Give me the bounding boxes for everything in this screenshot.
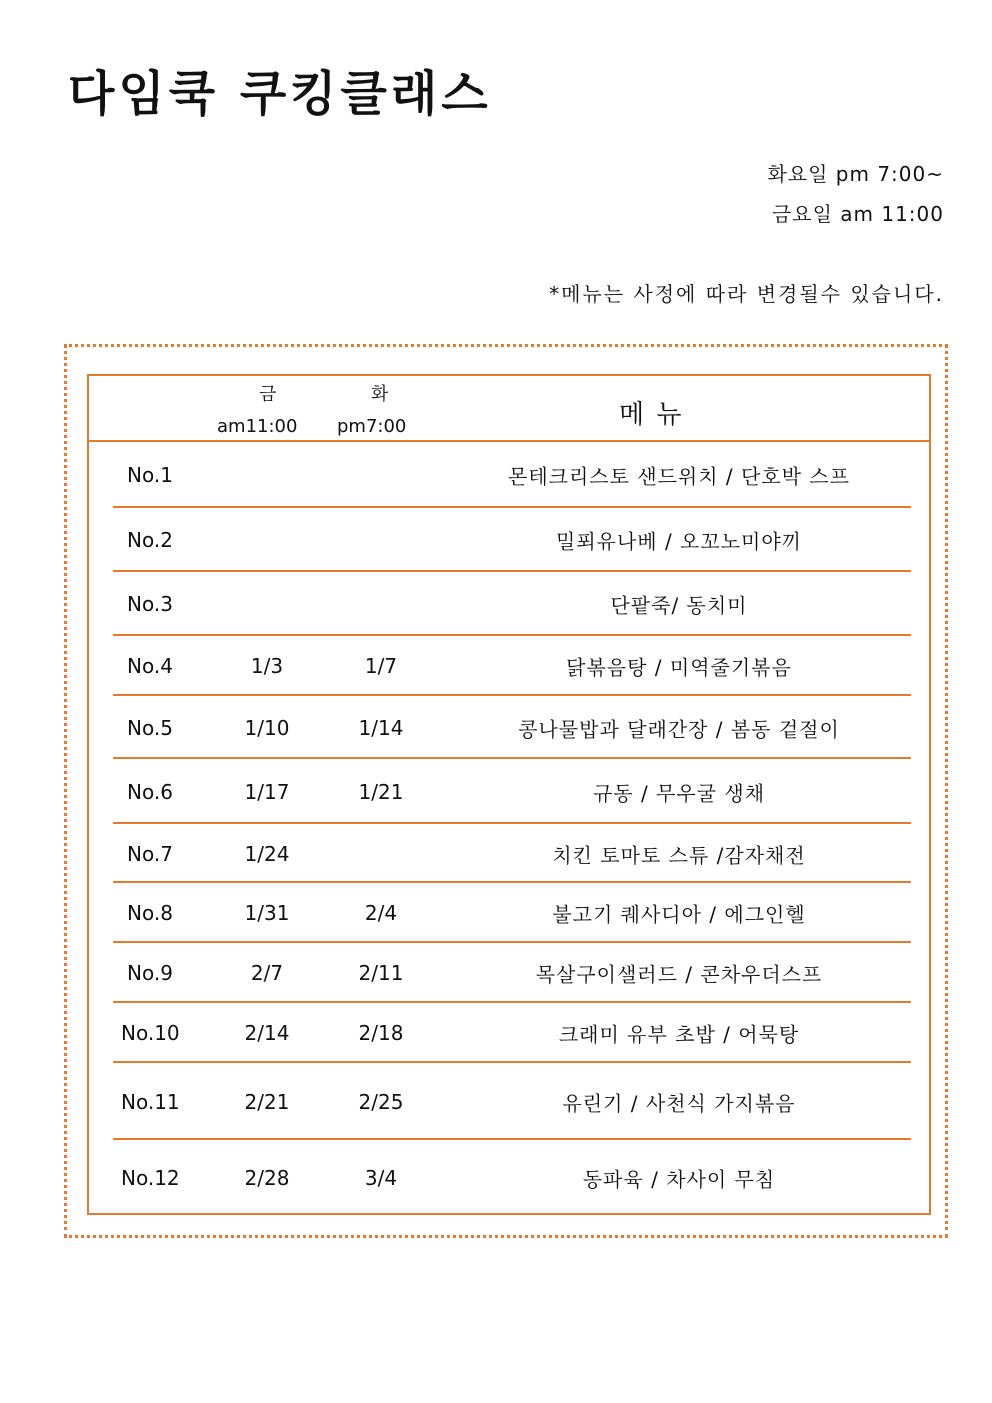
row-tuesday-date: 2/25 <box>358 1089 404 1114</box>
header-tuesday-label: 화 <box>371 384 389 405</box>
table-row <box>89 442 929 508</box>
row-friday-date: 1/31 <box>244 901 290 925</box>
row-menu: 불고기 퀘사디아 / 에그인헬 <box>552 902 806 927</box>
row-number: No.11 <box>121 1089 180 1114</box>
row-tuesday-date: 2/11 <box>358 961 404 985</box>
row-menu: 콩나물밥과 달래간장 / 봄동 겉절이 <box>518 717 840 741</box>
row-number: No.8 <box>127 901 173 925</box>
table-row <box>89 636 929 696</box>
row-friday-date: 2/21 <box>244 1089 290 1114</box>
header-friday-label: 금 <box>259 384 277 405</box>
row-tuesday-date: 1/7 <box>364 654 398 678</box>
table-body <box>89 442 929 1215</box>
table-row <box>89 824 929 883</box>
table-row <box>89 572 929 636</box>
table-row <box>89 943 929 1003</box>
schedule-friday: 금요일 am 11:00 <box>771 202 944 226</box>
row-number: No.10 <box>121 1021 180 1045</box>
row-menu: 몬테크리스토 샌드위치 / 단호박 스프 <box>508 464 850 489</box>
row-number: No.1 <box>127 463 173 487</box>
table-row <box>89 508 929 572</box>
row-menu: 닭볶음탕 / 미역줄기볶음 <box>566 655 792 680</box>
table-row <box>89 1140 929 1215</box>
header-friday-time: am11:00 <box>217 416 298 437</box>
row-number: No.6 <box>127 779 173 804</box>
row-friday-date: 1/24 <box>244 841 290 866</box>
row-menu: 유린기 / 사천식 가지볶음 <box>562 1091 796 1115</box>
row-number: No.2 <box>127 528 173 552</box>
row-menu: 크래미 유부 초밥 / 어묵탕 <box>558 1022 800 1047</box>
row-friday-date: 1/17 <box>244 779 290 804</box>
row-tuesday-date: 3/4 <box>364 1165 398 1190</box>
row-menu: 규동 / 무우굴 생채 <box>592 781 766 805</box>
row-friday-date: 2/28 <box>244 1165 290 1190</box>
row-tuesday-date: 1/14 <box>358 715 404 740</box>
menu-change-notice: *메뉴는 사정에 따라 변경될수 있습니다. <box>549 282 944 306</box>
menu-table <box>87 374 931 1215</box>
row-number: No.9 <box>127 961 173 985</box>
row-number: No.7 <box>127 841 173 866</box>
row-friday-date: 2/7 <box>250 961 284 985</box>
row-friday-date: 1/3 <box>250 654 284 678</box>
header-tuesday-time: pm7:00 <box>337 416 407 437</box>
row-friday-date: 1/10 <box>244 715 290 740</box>
table-header <box>89 376 929 442</box>
row-menu: 동파육 / 차사이 무침 <box>582 1167 776 1191</box>
table-row <box>89 883 929 943</box>
row-friday-date: 2/14 <box>244 1021 290 1045</box>
row-menu: 치킨 토마토 스튜 /감자채전 <box>552 843 806 867</box>
header-menu-label: 메 뉴 <box>619 400 684 430</box>
table-row <box>89 759 929 824</box>
row-number: No.4 <box>127 654 173 678</box>
row-menu: 단팥죽/ 동치미 <box>610 593 748 618</box>
row-number: No.5 <box>127 715 173 740</box>
table-row <box>89 696 929 759</box>
row-tuesday-date: 2/4 <box>364 901 398 925</box>
schedule-tuesday: 화요일 pm 7:00~ <box>767 162 944 186</box>
row-tuesday-date: 2/18 <box>358 1021 404 1045</box>
page-title: 다임쿡 쿠킹클래스 <box>68 66 492 122</box>
row-number: No.3 <box>127 592 173 616</box>
row-tuesday-date: 1/21 <box>358 779 404 804</box>
table-row <box>89 1003 929 1063</box>
table-row <box>89 1063 929 1140</box>
row-menu: 목살구이샐러드 / 콘차우더스프 <box>535 962 823 987</box>
row-menu: 밀푀유나베 / 오꼬노미야끼 <box>556 529 802 554</box>
row-number: No.12 <box>121 1165 180 1190</box>
